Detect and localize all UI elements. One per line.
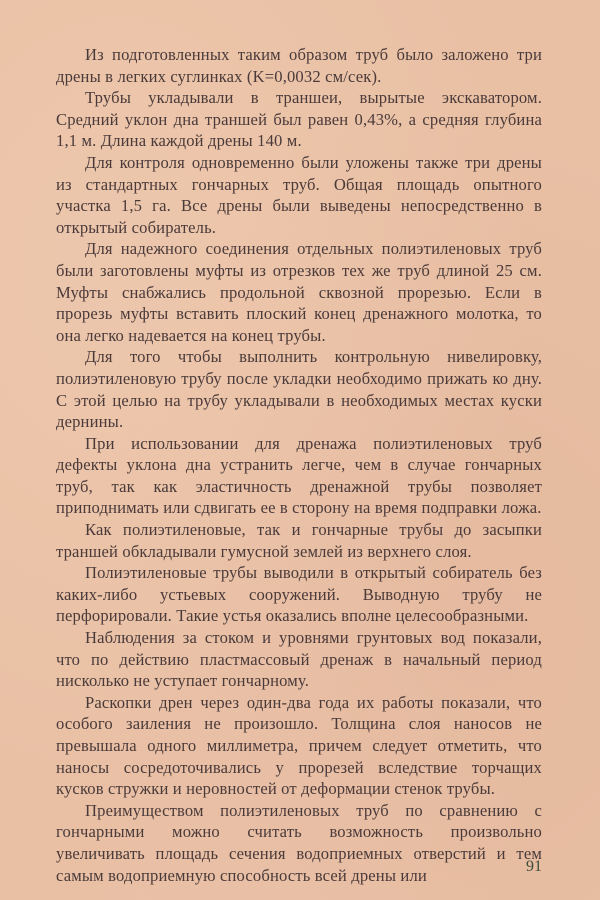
paragraph-4: Для надежного соединения отдельных полиэтиленовых труб были заготовлены муфты из отрезков тех же труб длиной 25 см. Муфты снабжались продольной сквозной прорезью. Если в прорезь муфты вставить плоский конец дренажного молотка, то она легко надевается на конец трубы.: [56, 239, 542, 345]
book-page-text: [56, 44, 542, 886]
paragraph-7: Как полиэтиленовые, так и гончарные трубы до засыпки траншей обкладывали гумусной землей из верхнего слоя.: [56, 520, 542, 561]
paragraph-8: Полиэтиленовые трубы выводили в открытый собиратель без каких-либо устьевых сооружений. Выводную трубу не перфорировали. Такие устья оказались вполне целесообразными.: [56, 563, 542, 626]
paragraph-1: Из подготовленных таким образом труб было заложено три дрены в легких суглинках (K=0,0032 см/сек).: [56, 45, 542, 86]
paragraph-5: Для того чтобы выполнить контрольную нивелировку, полиэтиленовую трубу после укладки необходимо прижать ко дну. С этой целью на трубу укладывали в необходимых местах куски дернины.: [56, 347, 542, 432]
paragraph-9: Наблюдения за стоком и уровнями грунтовых вод показали, что по действию пластмассовый дренаж в начальный период нисколько не уступает гончарному.: [56, 628, 542, 691]
paragraph-10: Раскопки дрен через один-два года их работы показали, что особого заиления не произошло. Толщина слоя наносов не превышала одного миллиметра, причем следует отметить, что наносы сосредоточивались у прорезей вследствие торчащих кусков стружки и неровностей от деформации стенок трубы.: [56, 692, 542, 799]
paragraph-6: При использовании для дренажа полиэтиленовых труб дефекты уклона дна устранить легче, чем в случае гончарных труб, так как эластичность дренажной трубы позволяет приподнимать или сдвигать ее в сторону на время подправки ложа.: [56, 433, 542, 518]
paragraph-2: Трубы укладывали в траншеи, вырытые экскаватором. Средний уклон дна траншей был равен 0,43%, а средняя глубина 1,1 м. Длина каждой дрены 140 м.: [56, 88, 542, 151]
paragraph-3: Для контроля одновременно были уложены также три дрены из стандартных гончарных труб. Общая площадь опытного участка 1,5 га. Все дрены были выведены непосредственно в открытый собиратель.: [56, 152, 542, 237]
page-number: 91: [526, 858, 542, 875]
paragraph-11: Преимуществом полиэтиленовых труб по сравнению с гончарными можно считать возможность произвольно увеличивать площадь сечения водоприемных отверстий и тем самым водоприемную способность всей дрены или: [56, 800, 542, 885]
